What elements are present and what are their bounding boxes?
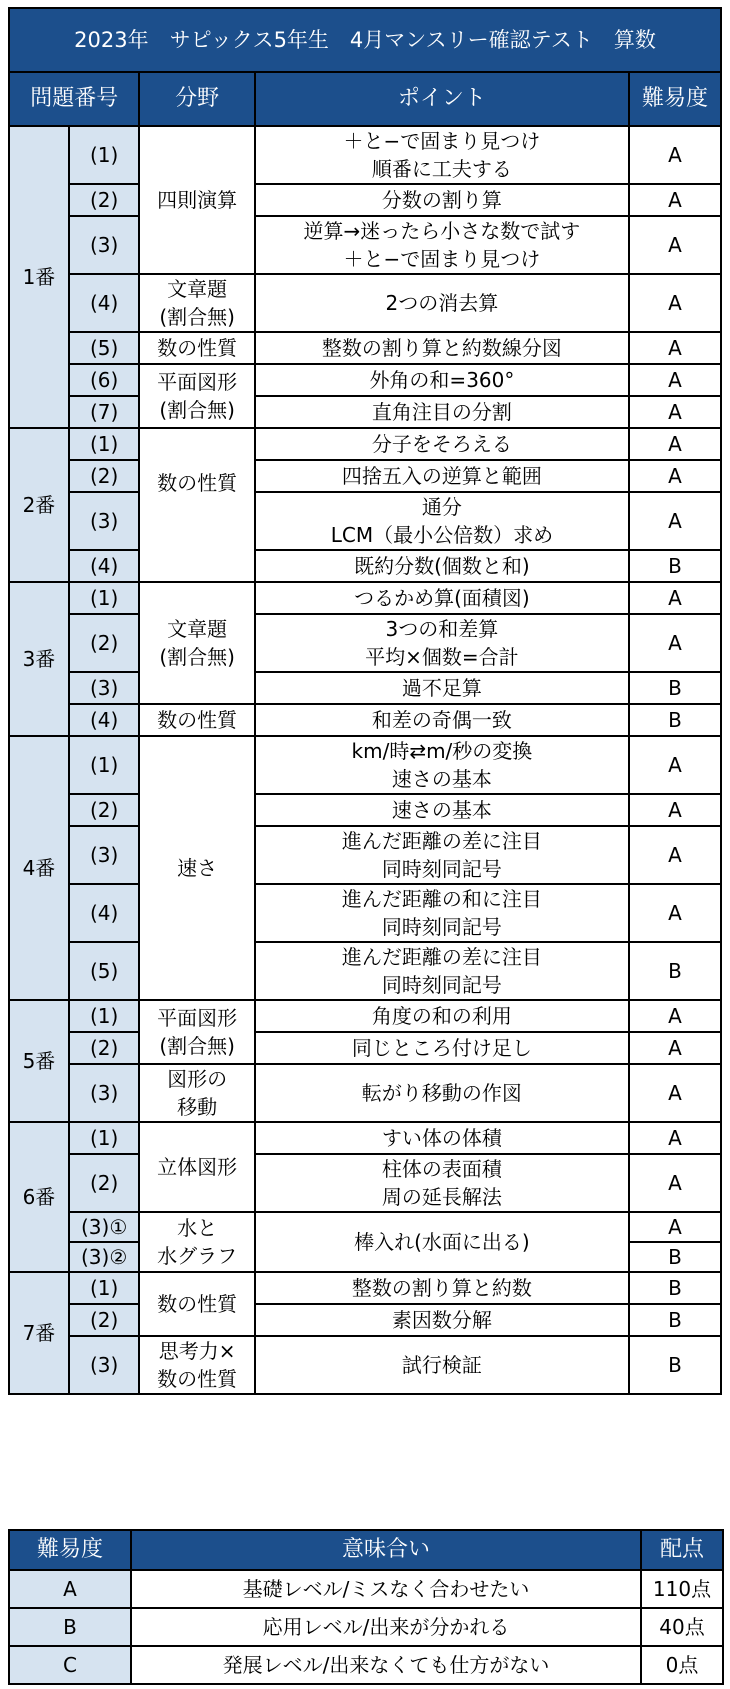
difficulty-cell: A xyxy=(629,582,721,614)
difficulty-cell: A xyxy=(629,364,721,396)
point-cell: 柱体の表面積 周の延長解法 xyxy=(255,1154,629,1212)
difficulty-cell: A xyxy=(629,1212,721,1242)
sub-number: (6) xyxy=(69,364,140,396)
point-cell: 整数の割り算と約数線分図 xyxy=(255,332,629,364)
problem-label: 3番 xyxy=(9,582,69,736)
problem-label: 2番 xyxy=(9,428,69,582)
sub-number: (3)② xyxy=(69,1242,140,1272)
legend-meaning: 基礎レベル/ミスなく合わせたい xyxy=(131,1570,641,1608)
point-cell: 直角注目の分割 xyxy=(255,396,629,428)
legend-level: A xyxy=(9,1570,131,1608)
sub-number: (1) xyxy=(69,582,140,614)
difficulty-cell: B xyxy=(629,672,721,704)
difficulty-cell: A xyxy=(629,794,721,826)
problem-label: 1番 xyxy=(9,126,69,428)
point-cell: 進んだ距離の和に注目 同時刻同記号 xyxy=(255,884,629,942)
sub-number: (2) xyxy=(69,1032,140,1064)
point-cell: 分子をそろえる xyxy=(255,428,629,460)
point-cell: km/時⇄m/秒の変換 速さの基本 xyxy=(255,736,629,794)
sub-number: (2) xyxy=(69,1154,140,1212)
point-cell: 四捨五入の逆算と範囲 xyxy=(255,460,629,492)
sub-number: (2) xyxy=(69,794,140,826)
field-cell: 速さ xyxy=(139,736,254,1000)
sub-number: (2) xyxy=(69,1304,140,1336)
sub-number: (4) xyxy=(69,704,140,736)
header-point: ポイント xyxy=(255,72,629,126)
point-cell: 棒入れ(水面に出る) xyxy=(255,1212,629,1272)
sub-number: (2) xyxy=(69,460,140,492)
point-cell: 過不足算 xyxy=(255,672,629,704)
field-cell: 文章題 (割合無) xyxy=(139,274,254,332)
field-cell: 数の性質 xyxy=(139,428,254,582)
point-cell: 転がり移動の作図 xyxy=(255,1064,629,1122)
sub-number: (3) xyxy=(69,1064,140,1122)
legend-level: C xyxy=(9,1646,131,1684)
sub-number: (4) xyxy=(69,274,140,332)
legend-header-difficulty: 難易度 xyxy=(9,1530,131,1570)
difficulty-cell: A xyxy=(629,428,721,460)
point-cell: つるかめ算(面積図) xyxy=(255,582,629,614)
difficulty-cell: A xyxy=(629,396,721,428)
difficulty-cell: B xyxy=(629,942,721,1000)
difficulty-cell: A xyxy=(629,1122,721,1154)
point-cell: 試行検証 xyxy=(255,1336,629,1394)
legend-points: 0点 xyxy=(641,1646,723,1684)
point-cell: 和差の奇偶一致 xyxy=(255,704,629,736)
point-cell: 進んだ距離の差に注目 同時刻同記号 xyxy=(255,826,629,884)
field-cell: 数の性質 xyxy=(139,704,254,736)
point-cell: ＋と−で固まり見つけ 順番に工夫する xyxy=(255,126,629,184)
point-cell: 外角の和=360° xyxy=(255,364,629,396)
sub-number: (3) xyxy=(69,672,140,704)
sub-number: (3) xyxy=(69,826,140,884)
difficulty-cell: A xyxy=(629,614,721,672)
header-difficulty: 難易度 xyxy=(629,72,721,126)
sub-number: (5) xyxy=(69,332,140,364)
difficulty-cell: B xyxy=(629,1336,721,1394)
legend-header-points: 配点 xyxy=(641,1530,723,1570)
legend-level: B xyxy=(9,1608,131,1646)
field-cell: 数の性質 xyxy=(139,1272,254,1336)
problem-label: 5番 xyxy=(9,1000,69,1122)
sub-number: (3)① xyxy=(69,1212,140,1242)
difficulty-cell: A xyxy=(629,736,721,794)
sub-number: (3) xyxy=(69,216,140,274)
point-cell: 通分 LCM（最小公倍数）求め xyxy=(255,492,629,550)
point-cell: 進んだ距離の差に注目 同時刻同記号 xyxy=(255,942,629,1000)
sub-number: (2) xyxy=(69,184,140,216)
difficulty-cell: A xyxy=(629,126,721,184)
difficulty-cell: A xyxy=(629,274,721,332)
sub-number: (2) xyxy=(69,614,140,672)
point-cell: 素因数分解 xyxy=(255,1304,629,1336)
difficulty-cell: A xyxy=(629,492,721,550)
page-title: 2023年 サピックス5年生 4月マンスリー確認テスト 算数 xyxy=(9,8,721,72)
problem-label: 6番 xyxy=(9,1122,69,1272)
sub-number: (1) xyxy=(69,1122,140,1154)
field-cell: 平面図形 (割合無) xyxy=(139,1000,254,1064)
point-cell: 3つの和差算 平均×個数=合計 xyxy=(255,614,629,672)
point-cell: 2つの消去算 xyxy=(255,274,629,332)
header-number: 問題番号 xyxy=(9,72,139,126)
point-cell: 整数の割り算と約数 xyxy=(255,1272,629,1304)
field-cell: 思考力× 数の性質 xyxy=(139,1336,254,1394)
sub-number: (1) xyxy=(69,428,140,460)
field-cell: 立体図形 xyxy=(139,1122,254,1212)
difficulty-cell: B xyxy=(629,550,721,582)
difficulty-cell: B xyxy=(629,1242,721,1272)
legend-meaning: 発展レベル/出来なくても仕方がない xyxy=(131,1646,641,1684)
sub-number: (1) xyxy=(69,736,140,794)
difficulty-cell: A xyxy=(629,1154,721,1212)
test-analysis-table xyxy=(8,7,722,1395)
point-cell: 速さの基本 xyxy=(255,794,629,826)
sub-number: (3) xyxy=(69,1336,140,1394)
sub-number: (5) xyxy=(69,942,140,1000)
legend-meaning: 応用レベル/出来が分かれる xyxy=(131,1608,641,1646)
legend-points: 40点 xyxy=(641,1608,723,1646)
difficulty-cell: A xyxy=(629,1032,721,1064)
problem-label: 4番 xyxy=(9,736,69,1000)
difficulty-cell: A xyxy=(629,1000,721,1032)
difficulty-cell: B xyxy=(629,1272,721,1304)
point-cell: 既約分数(個数と和) xyxy=(255,550,629,582)
legend-header-meaning: 意味合い xyxy=(131,1530,641,1570)
difficulty-cell: B xyxy=(629,704,721,736)
difficulty-cell: B xyxy=(629,1304,721,1336)
sub-number: (3) xyxy=(69,492,140,550)
difficulty-cell: A xyxy=(629,826,721,884)
field-cell: 水と 水グラフ xyxy=(139,1212,254,1272)
difficulty-cell: A xyxy=(629,884,721,942)
field-cell: 数の性質 xyxy=(139,332,254,364)
sub-number: (7) xyxy=(69,396,140,428)
difficulty-cell: A xyxy=(629,184,721,216)
point-cell: 分数の割り算 xyxy=(255,184,629,216)
field-cell: 四則演算 xyxy=(139,126,254,274)
difficulty-cell: A xyxy=(629,332,721,364)
difficulty-legend-table xyxy=(8,1529,724,1685)
header-field: 分野 xyxy=(139,72,254,126)
point-cell: 角度の和の利用 xyxy=(255,1000,629,1032)
difficulty-cell: A xyxy=(629,1064,721,1122)
sub-number: (1) xyxy=(69,126,140,184)
point-cell: 逆算→迷ったら小さな数で試す ＋と−で固まり見つけ xyxy=(255,216,629,274)
legend-points: 110点 xyxy=(641,1570,723,1608)
sub-number: (4) xyxy=(69,884,140,942)
sub-number: (1) xyxy=(69,1000,140,1032)
sub-number: (1) xyxy=(69,1272,140,1304)
difficulty-cell: A xyxy=(629,216,721,274)
field-cell: 図形の 移動 xyxy=(139,1064,254,1122)
difficulty-cell: A xyxy=(629,460,721,492)
point-cell: 同じところ付け足し xyxy=(255,1032,629,1064)
field-cell: 平面図形 (割合無) xyxy=(139,364,254,428)
point-cell: すい体の体積 xyxy=(255,1122,629,1154)
problem-label: 7番 xyxy=(9,1272,69,1394)
field-cell: 文章題 (割合無) xyxy=(139,582,254,704)
sub-number: (4) xyxy=(69,550,140,582)
